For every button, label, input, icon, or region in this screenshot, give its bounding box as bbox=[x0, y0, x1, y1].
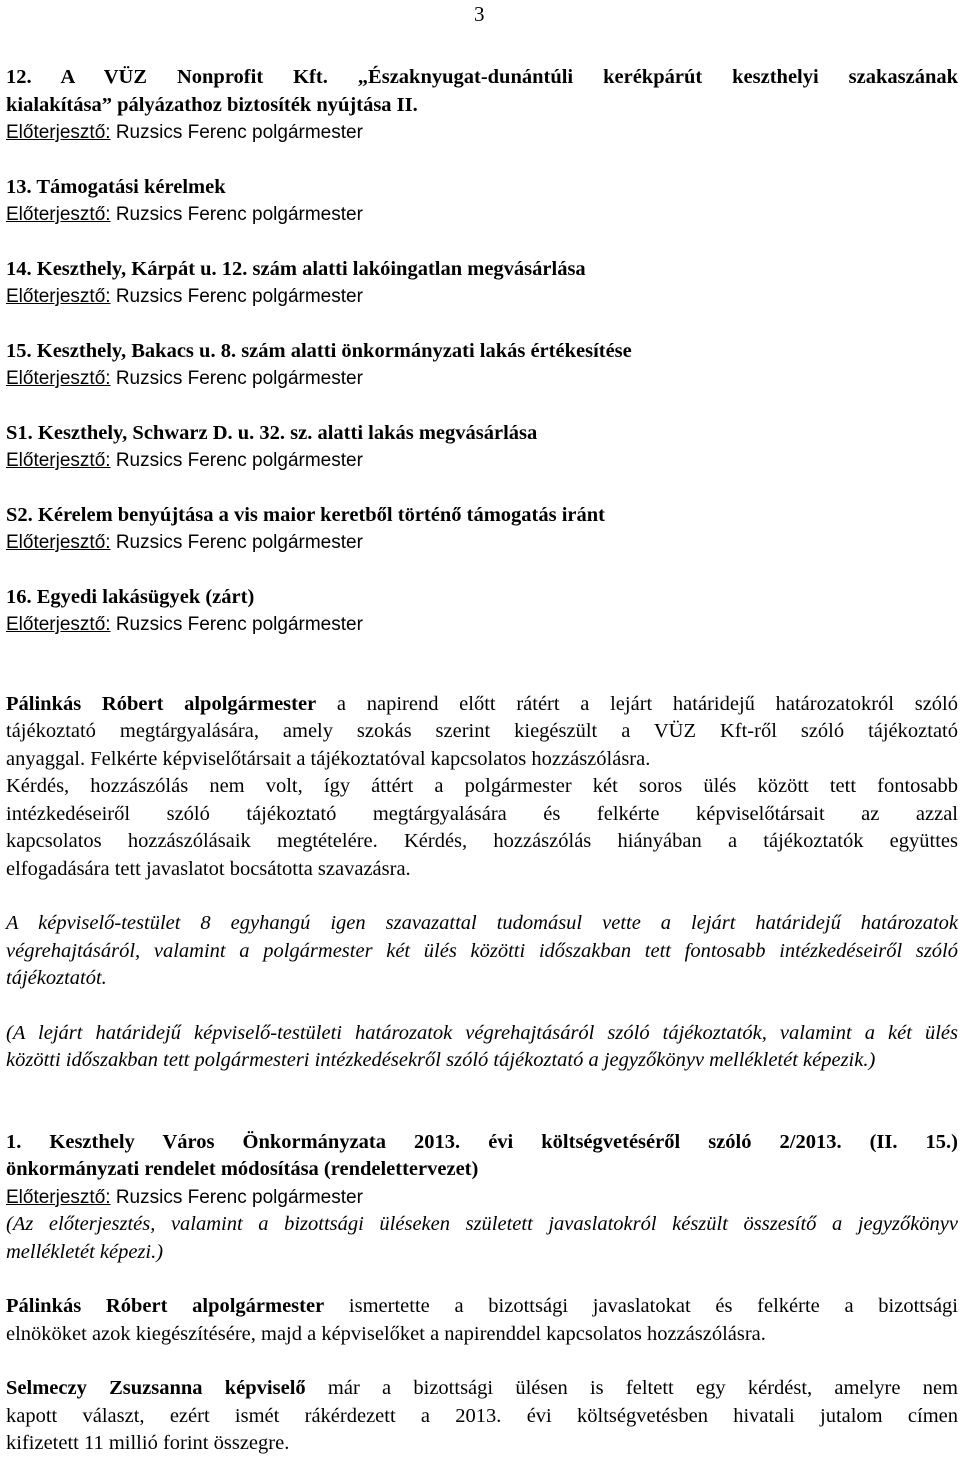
presenter-label: Előterjesztő: bbox=[6, 122, 111, 143]
agenda-item-14 bbox=[6, 256, 958, 311]
agenda-item-13 bbox=[6, 174, 958, 229]
text-line: kapcsolatos hozzászólásaik megtételére. Kérdés, hozzászólás hiányában a tájékoztatók együttes bbox=[6, 830, 958, 852]
text-line: Selmeczy Zsuzsanna képviselő már a bizottsági ülésen is feltett egy kérdést, amelyre nem bbox=[6, 1377, 958, 1399]
presenter-line bbox=[6, 529, 958, 557]
presenter-label: Előterjesztő: bbox=[6, 450, 111, 471]
text-line: intézkedéseiről szóló tájékoztató megtárgyalására és felkérte képviselőtársait az azzal bbox=[6, 802, 958, 825]
text-line: anyaggal. Felkérte képviselőtársait a tájékoztatóval kapcsolatos hozzászólásra. bbox=[6, 747, 651, 770]
page-number: 3 bbox=[474, 2, 485, 26]
text-line: (Az előterjesztés, valamint a bizottsági üléseken született javaslatokról készült összesítő a jegyzőkönyv bbox=[6, 1213, 958, 1235]
speaker-name: Pálinkás Róbert alpolgármester bbox=[6, 1295, 325, 1317]
agenda-item-12 bbox=[6, 64, 958, 147]
text-line: végrehajtásáról, valamint a polgármester két ülés közötti időszakban tett fontosabb intézkedéseiről szóló bbox=[6, 939, 958, 962]
document-body bbox=[6, 64, 958, 1458]
presenter-line bbox=[6, 119, 958, 147]
text-line: tájékoztató megtárgyalására, amely szokás szerint kiegészült a VÜZ Kft-ről szóló tájékoztató bbox=[6, 720, 958, 742]
speaker-name: Pálinkás Róbert alpolgármester bbox=[6, 692, 317, 715]
agenda-title-line: 14. Keszthely, Kárpát u. 12. szám alatti lakóingatlan megvásárlása bbox=[6, 257, 586, 280]
agenda-title-line: 13. Támogatási kérelmek bbox=[6, 175, 226, 198]
agenda-item-16 bbox=[6, 584, 958, 639]
presenter-name: Ruzsics Ferenc polgármester bbox=[110, 614, 363, 635]
agenda-item-s2 bbox=[6, 502, 958, 557]
presenter-label: Előterjesztő: bbox=[6, 614, 111, 635]
speaker-name: Selmeczy Zsuzsanna képviselő bbox=[6, 1377, 306, 1399]
text-line: A képviselő-testület 8 egyhangú igen szavazattal tudomásul vette a lejárt határidejű határozatok bbox=[6, 912, 958, 934]
text-line: közötti időszakban tett polgármesteri intézkedésekről szóló tájékoztató a jegyzőkönyv mellékletét képezik.) bbox=[6, 1049, 876, 1071]
text-line: Kérdés, hozzászólás nem volt, így áttért a polgármester két soros ülés között tett fontosabb bbox=[6, 775, 958, 797]
presenter-name: Ruzsics Ferenc polgármester bbox=[110, 204, 363, 225]
presenter-name: Ruzsics Ferenc polgármester bbox=[110, 286, 363, 307]
agenda-item-1 bbox=[6, 1129, 958, 1267]
text-line: kifizetett 11 millió forint összegre. bbox=[6, 1432, 290, 1454]
text-line: mellékletét képezi.) bbox=[6, 1240, 164, 1263]
presenter-line bbox=[6, 201, 958, 229]
text-line: (A lejárt határidejű képviselő-testületi határozatok végrehajtásáról szóló tájékoztatók, valamint a két ülés bbox=[6, 1021, 958, 1044]
presenter-line bbox=[6, 447, 958, 475]
agenda-title-line: kialakítása” pályázathoz biztosíték nyújtása II. bbox=[6, 93, 418, 116]
presenter-line bbox=[6, 365, 958, 393]
presenter-name: Ruzsics Ferenc polgármester bbox=[110, 1186, 363, 1208]
agenda-title-line: S1. Keszthely, Schwarz D. u. 32. sz. alatti lakás megvásárlása bbox=[6, 421, 538, 444]
presenter-line bbox=[6, 283, 958, 311]
text-line: Pálinkás Róbert alpolgármester ismertette a bizottsági javaslatokat és felkérte a bizottsági bbox=[6, 1295, 959, 1317]
presenter-line bbox=[6, 611, 958, 639]
text-line: elfogadására tett javaslatot bocsátotta szavazásra. bbox=[6, 857, 411, 880]
text-line: tájékoztatót. bbox=[6, 967, 107, 989]
presenter-name: Ruzsics Ferenc polgármester bbox=[110, 450, 363, 471]
presenter-label: Előterjesztő: bbox=[6, 204, 111, 225]
agenda-item-s1 bbox=[6, 420, 958, 475]
presenter-line bbox=[6, 1184, 958, 1212]
presenter-name: Ruzsics Ferenc polgármester bbox=[110, 532, 363, 553]
agenda-title-line: 1. Keszthely Város Önkormányzata 2013. évi költségvetéséről szóló 2/2013. (II. 15.) bbox=[6, 1130, 958, 1153]
agenda-title-line: 16. Egyedi lakásügyek (zárt) bbox=[6, 585, 255, 608]
presenter-name: Ruzsics Ferenc polgármester bbox=[110, 122, 363, 143]
text-line: Pálinkás Róbert alpolgármester a napirend előtt rátért a lejárt határidejű határozatokról szóló bbox=[6, 692, 958, 715]
agenda-title-line: 15. Keszthely, Bakacs u. 8. szám alatti önkormányzati lakás értékesítése bbox=[6, 339, 632, 362]
presenter-label: Előterjesztő: bbox=[6, 532, 111, 553]
presenter-label: Előterjesztő: bbox=[6, 1186, 111, 1208]
discussion-paragraph bbox=[6, 1293, 958, 1348]
discussion-paragraph bbox=[6, 691, 958, 884]
agenda-item-15 bbox=[6, 338, 958, 393]
annex-note bbox=[6, 1020, 958, 1075]
agenda-title-line: 12. A VÜZ Nonprofit Kft. „Északnyugat-dunántúli kerékpárút keszthelyi szakaszának bbox=[6, 66, 958, 88]
discussion-paragraph bbox=[6, 1375, 958, 1458]
resolution-paragraph bbox=[6, 910, 958, 993]
agenda-title-line: S2. Kérelem benyújtása a vis maior keretből történő támogatás iránt bbox=[6, 503, 605, 526]
presenter-name: Ruzsics Ferenc polgármester bbox=[110, 368, 363, 389]
text-line: elnököket azok kiegészítésére, majd a képviselőket a napirenddel kapcsolatos hozzászólásra. bbox=[6, 1322, 766, 1345]
presenter-label: Előterjesztő: bbox=[6, 286, 111, 307]
presenter-label: Előterjesztő: bbox=[6, 368, 111, 389]
text-line: kapott választ, ezért ismét rákérdezett a 2013. évi költségvetésben hivatali jutalom címen bbox=[6, 1404, 958, 1427]
agenda-title-line: önkormányzati rendelet módosítása (rendelettervezet) bbox=[6, 1158, 479, 1180]
